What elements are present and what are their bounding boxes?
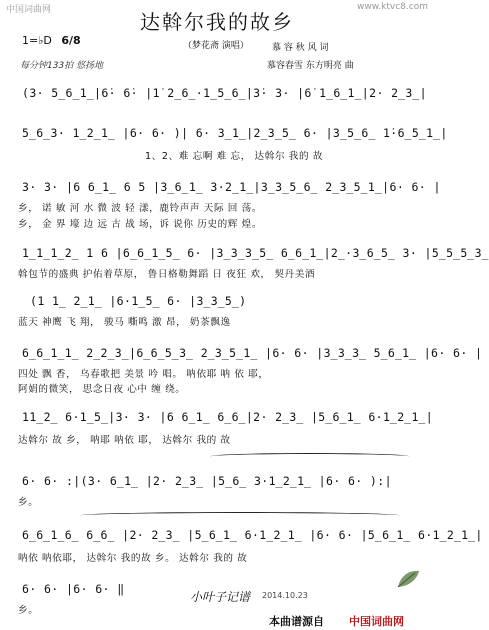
notation-row-8: 6· 6· :|(3· 6̲1̲ |2· 2̲3̲ |5̲6̲ 3·1̲2̲1̲ |6· 6· ):|	[22, 474, 392, 488]
watermark-right: www.ktvc8.com	[357, 2, 428, 12]
lyric-line-6b: 阿娟的微笑， 思念日夜 心中 缠 绕。	[18, 384, 186, 395]
repeat-slur	[210, 453, 410, 460]
composer-credit: 慕容春雪 东方明亮 曲	[267, 61, 354, 71]
lyric-line-8a: 乡。	[18, 497, 39, 508]
notation-row-4: 1̲1̲1̲2̲ 1 6 |6̲6̲1̲5̲ 6· |3̲3̲3̲5̲ 6̲6̲1̲|2̲·3̲6̲5̲ 3· |5̲5̲5̲3̲	[22, 246, 489, 260]
lyric-line-3a: 乡， 诺 敏 河 水 微 波 轻 漾，鹿铃声声 天际 回 荡。	[18, 203, 263, 214]
song-subtitle: （梦花斋 演唱）	[183, 41, 249, 51]
volta-bracket	[80, 512, 400, 519]
lyric-line-6a: 四处 飘 香， 乌春歌把 美景 吟 唱。 呐依耶 呐 依 耶，	[18, 369, 269, 380]
transcription-date: 2014.10.23	[262, 591, 308, 600]
song-title: 达斡尔我的故乡	[140, 10, 294, 34]
lyricist-credit: 慕 容 秋 风 词	[272, 43, 329, 53]
notation-row-7: 1̇1̲2̲ 6·1̲5̲|3· 3· |6 6̲1̲ 6̲6̲|2· 2̲3̲ |5̲6̲1̲ 6·1̲2̲1̲|	[22, 410, 434, 424]
transcriber-signature: 小叶子记谱	[190, 590, 251, 604]
source-site-link[interactable]: 中国词曲网	[349, 615, 404, 628]
watermark-left: 中国词曲网	[6, 5, 52, 15]
notation-row-3: 3· 3· |6 6̲1̲ 6 5 |3̲6̲1̲ 3·2̲1̲|3̲3̲5̲6̲ 2̲3̲5̲1̲|6· 6· |	[22, 180, 441, 194]
source-label: 本曲谱源自	[269, 615, 324, 628]
lyric-line-9a: 呐依 呐依耶， 达斡尔 我的故 乡。 达斡尔 我的 故	[18, 553, 248, 564]
lyric-line-10a: 乡。	[18, 605, 39, 616]
key-label: 1=♭D	[22, 34, 52, 47]
notation-row-9: 6̲6̲1̲6̲ 6̲6̲ |2· 2̲3̲ |5̲6̲1̲ 6·1̲2̲1̲ |6· 6· |5̲6̲1̲ 6·1̲2̲1̲|	[22, 528, 483, 542]
leaf-icon	[395, 568, 421, 590]
lyric-line-5a: 蓝天 神鹰 飞 翔， 骏马 嘶鸣 激 昂， 奶茶飘逸	[18, 317, 231, 328]
lyric-line-4a: 斡包节的盛典 护佑着草原， 鲁日格勒舞蹈 日 夜狂 欢， 契丹美酒	[18, 269, 316, 280]
notation-row-5: (1 1̲ 2̲1̲ |6·1̲5̲ 6· |3̲3̲5̲)	[30, 294, 247, 308]
time-signature: 6/8	[61, 34, 81, 47]
lyric-line-3b: 乡， 金 界 壕 边 远 古 战 场，诉 说你 历史的辉 煌。	[18, 219, 263, 230]
lyric-line-2a: 1、2、难 忘啊 难 忘， 达斡尔 我的 故	[145, 151, 324, 162]
tempo-marking: 每分钟133拍 悠扬地	[20, 61, 104, 71]
lyric-line-7a: 达斡尔 故 乡， 呐耶 呐依 耶， 达斡尔 我的 故	[18, 435, 231, 446]
notation-row-1: (3· 5̲6̲1̲|6̇· 6̇· |1̇ 2̲6̲·1̲5̲6̲|3̇· 3· |6̇ 1̲6̲1̲|2· 2̲3̲|	[22, 86, 427, 100]
notation-row-6: 6̲6̲1̲1̲ 2̲2̲3̲|6̲6̲5̲3̲ 2̲3̲5̲1̲ |6· 6· |3̲3̲3̲ 5̲6̲1̲ |6· 6· |	[22, 346, 483, 360]
notation-row-2: 5̲6̲3· 1̲2̲1̲ |6· 6· )| 6· 3̲1̲|2̲3̲5̲ 6· |3̲5̲6̲ 1̇·6̲5̲1̲|	[22, 126, 448, 140]
notation-row-10: 6· 6· |6· 6· ‖	[22, 582, 125, 596]
key-signature	[22, 34, 81, 47]
